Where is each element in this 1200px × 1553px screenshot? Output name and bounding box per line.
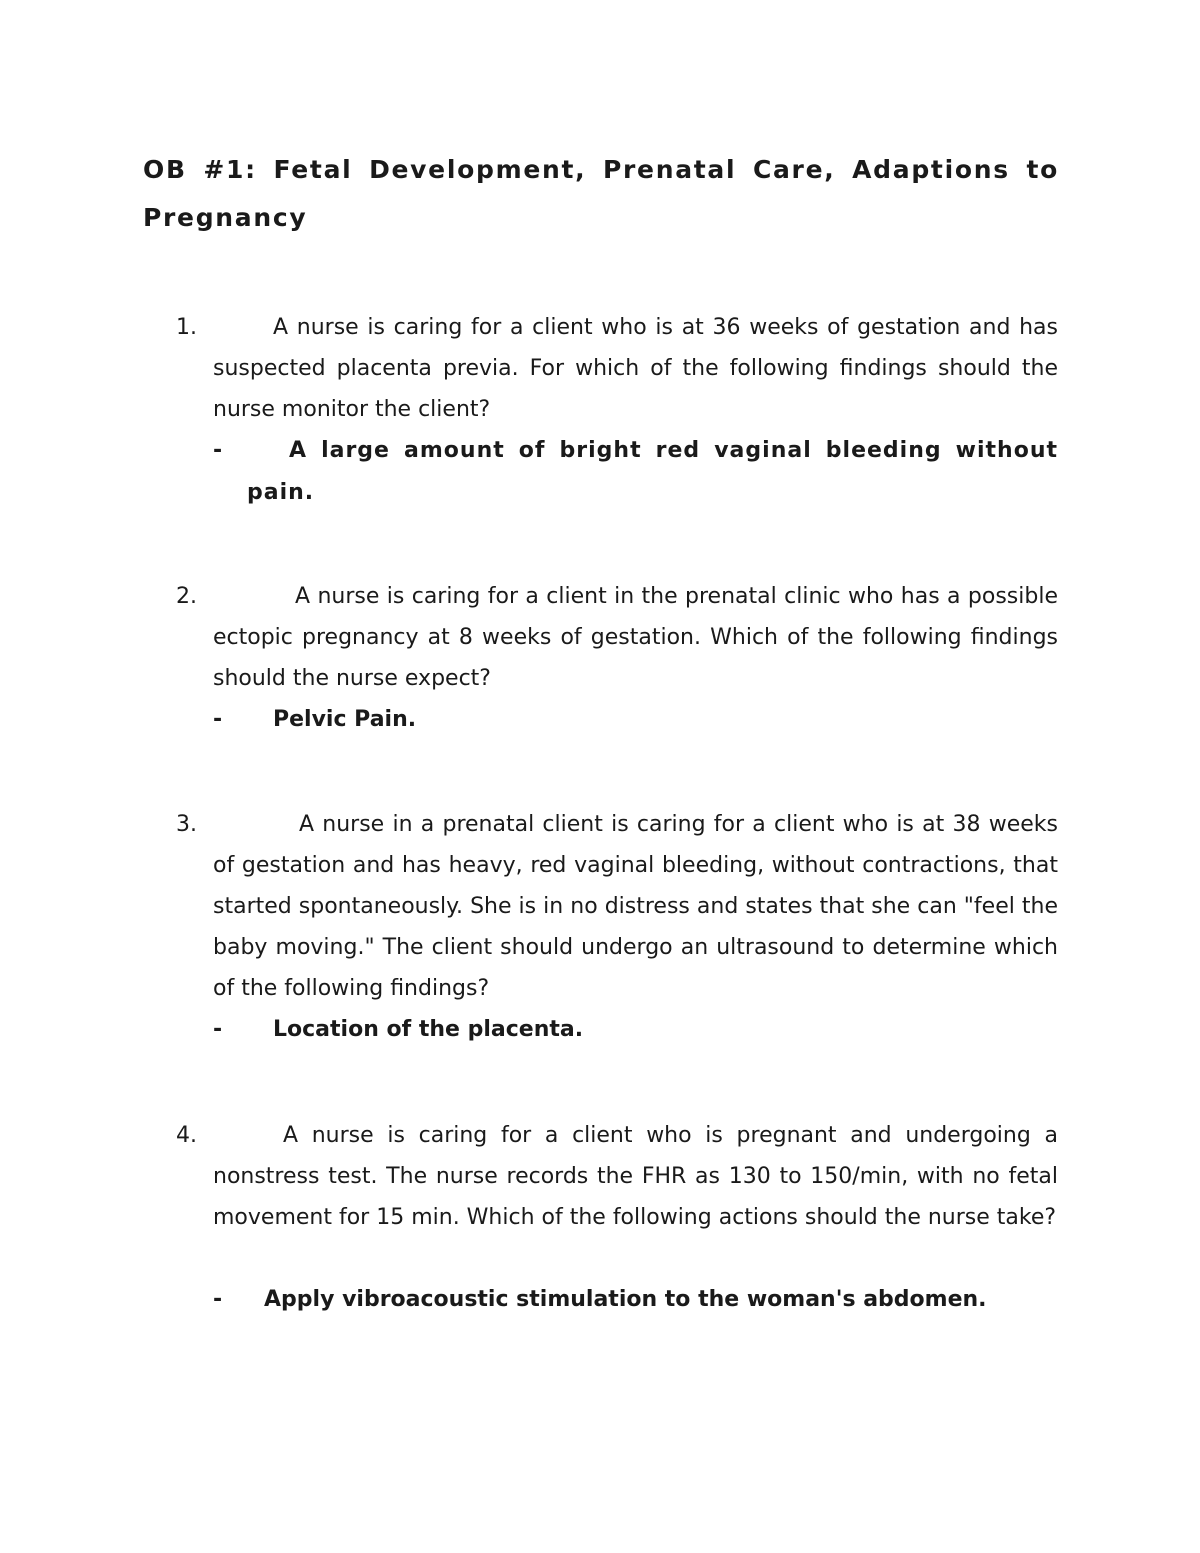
answer-text: Pelvic Pain. xyxy=(273,707,417,732)
answer-item xyxy=(213,1279,1058,1321)
answer-item xyxy=(213,430,1058,514)
question-text: A nurse in a prenatal client is caring for a client who is at 38 weeks of gestation and has heavy, red vaginal bleeding, without contractions, that started spontaneously. She is in no distress and states that she can "feel the baby moving." The client should undergo an ultrasound to determine which of the following findings? xyxy=(213,812,1058,1001)
answer-dash: - xyxy=(213,438,223,463)
answer-dash: - xyxy=(213,1287,223,1312)
question-text: A nurse is caring for a client in the prenatal clinic who has a possible ectopic pregnancy at 8 weeks of gestation. Which of the following findings should the nurse expect? xyxy=(213,584,1058,691)
answer-item xyxy=(213,699,1058,741)
answer-dash: - xyxy=(213,707,223,732)
question-number: 2. xyxy=(176,584,197,609)
document-title: OB #1: Fetal Development, Prenatal Care, Adaptions to Pregnancy xyxy=(143,155,1059,232)
question-number: 1. xyxy=(176,315,197,340)
answer-text: A large amount of bright red vaginal bleeding without pain. xyxy=(247,438,1058,505)
answer-text: Location of the placenta. xyxy=(273,1017,584,1042)
question-number: 3. xyxy=(176,812,197,837)
answer-text: Apply vibroacoustic stimulation to the woman's abdomen. xyxy=(264,1287,987,1312)
question-text: A nurse is caring for a client who is pregnant and undergoing a nonstress test. The nurse records the FHR as 130 to 150/min, with no fetal movement for 15 min. Which of the following actions should the nurse take? xyxy=(213,1123,1058,1230)
question-text: A nurse is caring for a client who is at 36 weeks of gestation and has suspected placenta previa. For which of the following findings should the nurse monitor the client? xyxy=(213,315,1058,422)
answer-dash: - xyxy=(213,1017,223,1042)
answer-item xyxy=(213,1009,1058,1051)
question-number: 4. xyxy=(176,1123,197,1148)
